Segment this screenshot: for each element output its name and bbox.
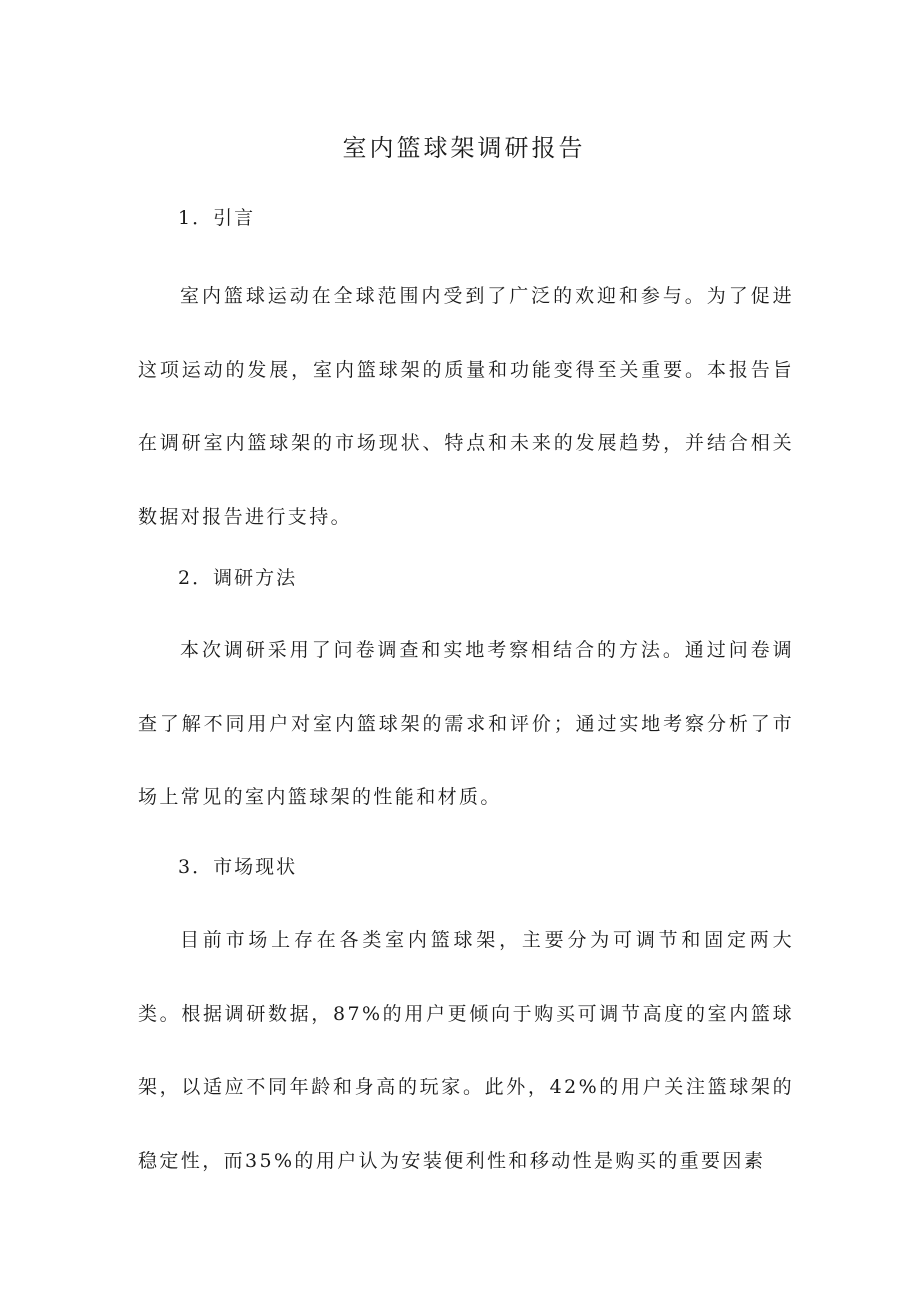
section-heading-introduction: 1．引言 bbox=[178, 207, 256, 229]
section-paragraph-method: 本次调研采用了问卷调查和实地考察相结合的方法。通过问卷调查了解不同用户对室内篮球架的需求和评价；通过实地考察分析了市场上常见的室内篮球架的性能和材质。 bbox=[138, 639, 794, 808]
section-heading-method: 2．调研方法 bbox=[178, 567, 298, 589]
section-paragraph-introduction: 室内篮球运动在全球范围内受到了广泛的欢迎和参与。为了促进这项运动的发展，室内篮球架的质量和功能变得至关重要。本报告旨在调研室内篮球架的市场现状、特点和未来的发展趋势，并结合相关数据对报告进行支持。 bbox=[138, 285, 794, 528]
report-title: 室内篮球架调研报告 bbox=[342, 134, 586, 162]
section-paragraph-market: 目前市场上存在各类室内篮球架，主要分为可调节和固定两大类。根据调研数据，87%的用户更倾向于购买可调节高度的室内篮球架，以适应不同年龄和身高的玩家。此外，42%的用户关注篮球架的稳定性，而35%的用户认为安装便利性和移动性是购买的重要因素 bbox=[138, 929, 794, 1172]
section-heading-market: 3．市场现状 bbox=[178, 856, 298, 878]
